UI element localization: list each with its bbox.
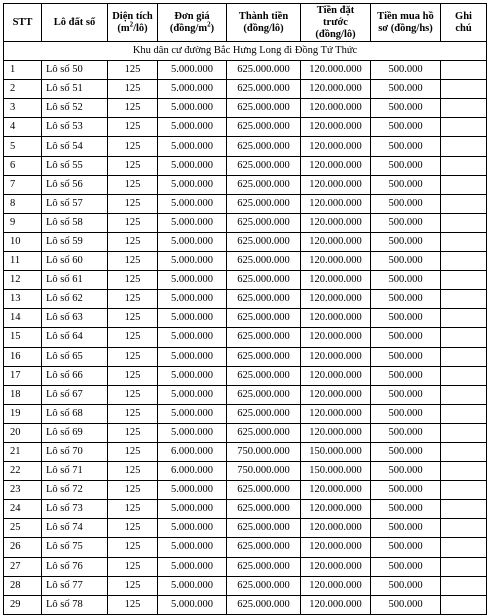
cell-stt: 17 bbox=[4, 366, 42, 385]
table-row bbox=[4, 423, 487, 442]
table-row bbox=[4, 595, 487, 614]
cell-unit-price: 5.000.000 bbox=[158, 309, 227, 328]
cell-unit-price: 5.000.000 bbox=[158, 576, 227, 595]
cell-stt: 25 bbox=[4, 519, 42, 538]
cell-note bbox=[441, 156, 487, 175]
cell-unit-price: 6.000.000 bbox=[158, 442, 227, 461]
cell-stt: 5 bbox=[4, 137, 42, 156]
cell-total: 625.000.000 bbox=[227, 576, 301, 595]
cell-note bbox=[441, 481, 487, 500]
cell-area: 125 bbox=[108, 118, 158, 137]
cell-deposit: 120.000.000 bbox=[301, 538, 371, 557]
cell-unit-price: 5.000.000 bbox=[158, 595, 227, 614]
cell-area: 125 bbox=[108, 61, 158, 80]
cell-area: 125 bbox=[108, 99, 158, 118]
cell-area: 125 bbox=[108, 423, 158, 442]
cell-note bbox=[441, 385, 487, 404]
cell-deposit: 150.000.000 bbox=[301, 462, 371, 481]
cell-deposit: 120.000.000 bbox=[301, 156, 371, 175]
cell-lot: Lô số 55 bbox=[42, 156, 108, 175]
cell-area: 125 bbox=[108, 538, 158, 557]
cell-deposit: 120.000.000 bbox=[301, 423, 371, 442]
cell-fee: 500.000 bbox=[371, 175, 441, 194]
header-lot: Lô đất số bbox=[42, 4, 108, 42]
cell-stt: 7 bbox=[4, 175, 42, 194]
cell-fee: 500.000 bbox=[371, 481, 441, 500]
cell-lot: Lô số 76 bbox=[42, 557, 108, 576]
cell-unit-price: 5.000.000 bbox=[158, 481, 227, 500]
cell-unit-price: 5.000.000 bbox=[158, 290, 227, 309]
header-deposit: Tiền đặt trước (đồng/lô) bbox=[301, 4, 371, 42]
cell-note bbox=[441, 118, 487, 137]
cell-unit-price: 5.000.000 bbox=[158, 194, 227, 213]
cell-fee: 500.000 bbox=[371, 442, 441, 461]
cell-lot: Lô số 77 bbox=[42, 576, 108, 595]
cell-deposit: 120.000.000 bbox=[301, 595, 371, 614]
cell-note bbox=[441, 80, 487, 99]
cell-unit-price: 5.000.000 bbox=[158, 80, 227, 99]
cell-area: 125 bbox=[108, 328, 158, 347]
cell-total: 625.000.000 bbox=[227, 481, 301, 500]
cell-unit-price: 5.000.000 bbox=[158, 61, 227, 80]
cell-area: 125 bbox=[108, 442, 158, 461]
cell-stt: 29 bbox=[4, 595, 42, 614]
cell-area: 125 bbox=[108, 252, 158, 271]
cell-fee: 500.000 bbox=[371, 423, 441, 442]
cell-lot: Lô số 60 bbox=[42, 252, 108, 271]
table-row bbox=[4, 519, 487, 538]
cell-area: 125 bbox=[108, 347, 158, 366]
cell-total: 625.000.000 bbox=[227, 118, 301, 137]
cell-unit-price: 5.000.000 bbox=[158, 99, 227, 118]
cell-note bbox=[441, 442, 487, 461]
cell-total: 625.000.000 bbox=[227, 500, 301, 519]
cell-deposit: 120.000.000 bbox=[301, 232, 371, 251]
table-row bbox=[4, 194, 487, 213]
cell-deposit: 120.000.000 bbox=[301, 290, 371, 309]
cell-total: 625.000.000 bbox=[227, 175, 301, 194]
cell-stt: 10 bbox=[4, 232, 42, 251]
cell-note bbox=[441, 500, 487, 519]
cell-stt: 15 bbox=[4, 328, 42, 347]
cell-area: 125 bbox=[108, 385, 158, 404]
cell-deposit: 120.000.000 bbox=[301, 576, 371, 595]
cell-fee: 500.000 bbox=[371, 404, 441, 423]
table-row bbox=[4, 462, 487, 481]
cell-area: 125 bbox=[108, 232, 158, 251]
cell-lot: Lô số 68 bbox=[42, 404, 108, 423]
cell-stt: 27 bbox=[4, 557, 42, 576]
cell-note bbox=[441, 137, 487, 156]
cell-lot: Lô số 50 bbox=[42, 61, 108, 80]
cell-unit-price: 5.000.000 bbox=[158, 137, 227, 156]
table-row bbox=[4, 500, 487, 519]
cell-unit-price: 5.000.000 bbox=[158, 328, 227, 347]
cell-note bbox=[441, 519, 487, 538]
table-header-row bbox=[4, 4, 487, 42]
cell-deposit: 120.000.000 bbox=[301, 118, 371, 137]
header-area: Diện tích $(m^2/lô)$ bbox=[108, 4, 158, 42]
cell-note bbox=[441, 232, 487, 251]
cell-total: 625.000.000 bbox=[227, 347, 301, 366]
cell-area: 125 bbox=[108, 80, 158, 99]
cell-lot: Lô số 66 bbox=[42, 366, 108, 385]
cell-deposit: 120.000.000 bbox=[301, 175, 371, 194]
cell-total: 625.000.000 bbox=[227, 194, 301, 213]
cell-unit-price: 5.000.000 bbox=[158, 156, 227, 175]
cell-unit-price: 5.000.000 bbox=[158, 423, 227, 442]
cell-fee: 500.000 bbox=[371, 347, 441, 366]
cell-note bbox=[441, 213, 487, 232]
cell-fee: 500.000 bbox=[371, 500, 441, 519]
cell-deposit: 120.000.000 bbox=[301, 481, 371, 500]
cell-note bbox=[441, 347, 487, 366]
cell-unit-price: 5.000.000 bbox=[158, 538, 227, 557]
cell-lot: Lô số 78 bbox=[42, 595, 108, 614]
cell-deposit: 120.000.000 bbox=[301, 213, 371, 232]
cell-unit-price: 5.000.000 bbox=[158, 118, 227, 137]
cell-stt: 22 bbox=[4, 462, 42, 481]
section-title: Khu dân cư đường Bắc Hưng Long đi Đồng Tứ Thức bbox=[4, 42, 487, 61]
cell-total: 625.000.000 bbox=[227, 519, 301, 538]
cell-total: 625.000.000 bbox=[227, 423, 301, 442]
table-row bbox=[4, 538, 487, 557]
cell-lot: Lô số 53 bbox=[42, 118, 108, 137]
table-row bbox=[4, 213, 487, 232]
cell-area: 125 bbox=[108, 194, 158, 213]
table-row bbox=[4, 366, 487, 385]
cell-note bbox=[441, 366, 487, 385]
cell-lot: Lô số 57 bbox=[42, 194, 108, 213]
cell-lot: Lô số 73 bbox=[42, 500, 108, 519]
cell-fee: 500.000 bbox=[371, 118, 441, 137]
cell-total: 625.000.000 bbox=[227, 404, 301, 423]
cell-note bbox=[441, 175, 487, 194]
cell-unit-price: 5.000.000 bbox=[158, 404, 227, 423]
cell-note bbox=[441, 271, 487, 290]
cell-deposit: 120.000.000 bbox=[301, 194, 371, 213]
table-row bbox=[4, 576, 487, 595]
cell-note bbox=[441, 252, 487, 271]
cell-lot: Lô số 54 bbox=[42, 137, 108, 156]
cell-total: 625.000.000 bbox=[227, 385, 301, 404]
cell-lot: Lô số 71 bbox=[42, 462, 108, 481]
cell-deposit: 120.000.000 bbox=[301, 61, 371, 80]
cell-note bbox=[441, 557, 487, 576]
cell-total: 625.000.000 bbox=[227, 538, 301, 557]
cell-note bbox=[441, 61, 487, 80]
cell-note bbox=[441, 423, 487, 442]
cell-total: 625.000.000 bbox=[227, 213, 301, 232]
section-row bbox=[4, 42, 487, 61]
cell-stt: 8 bbox=[4, 194, 42, 213]
cell-stt: 19 bbox=[4, 404, 42, 423]
table-row bbox=[4, 290, 487, 309]
cell-lot: Lô số 75 bbox=[42, 538, 108, 557]
cell-fee: 500.000 bbox=[371, 557, 441, 576]
cell-fee: 500.000 bbox=[371, 232, 441, 251]
table-row bbox=[4, 80, 487, 99]
cell-lot: Lô số 69 bbox=[42, 423, 108, 442]
cell-stt: 4 bbox=[4, 118, 42, 137]
table-row bbox=[4, 137, 487, 156]
cell-lot: Lô số 59 bbox=[42, 232, 108, 251]
cell-fee: 500.000 bbox=[371, 194, 441, 213]
cell-note bbox=[441, 309, 487, 328]
cell-stt: 6 bbox=[4, 156, 42, 175]
cell-area: 125 bbox=[108, 557, 158, 576]
cell-note bbox=[441, 576, 487, 595]
cell-total: 625.000.000 bbox=[227, 232, 301, 251]
cell-note bbox=[441, 462, 487, 481]
cell-total: 625.000.000 bbox=[227, 557, 301, 576]
cell-total: 750.000.000 bbox=[227, 442, 301, 461]
table-row bbox=[4, 442, 487, 461]
cell-total: 625.000.000 bbox=[227, 156, 301, 175]
cell-fee: 500.000 bbox=[371, 61, 441, 80]
cell-total: 625.000.000 bbox=[227, 99, 301, 118]
cell-unit-price: 5.000.000 bbox=[158, 500, 227, 519]
cell-deposit: 120.000.000 bbox=[301, 519, 371, 538]
cell-stt: 3 bbox=[4, 99, 42, 118]
cell-stt: 28 bbox=[4, 576, 42, 595]
table-row bbox=[4, 481, 487, 500]
cell-unit-price: 5.000.000 bbox=[158, 519, 227, 538]
cell-fee: 500.000 bbox=[371, 519, 441, 538]
cell-unit-price: 6.000.000 bbox=[158, 462, 227, 481]
document-page bbox=[3, 3, 486, 615]
header-fee: Tiền mua hồ sơ (đồng/hs) bbox=[371, 4, 441, 42]
cell-total: 625.000.000 bbox=[227, 271, 301, 290]
cell-unit-price: 5.000.000 bbox=[158, 252, 227, 271]
cell-unit-price: 5.000.000 bbox=[158, 213, 227, 232]
cell-fee: 500.000 bbox=[371, 213, 441, 232]
cell-stt: 26 bbox=[4, 538, 42, 557]
cell-deposit: 120.000.000 bbox=[301, 404, 371, 423]
cell-fee: 500.000 bbox=[371, 385, 441, 404]
cell-deposit: 150.000.000 bbox=[301, 442, 371, 461]
cell-area: 125 bbox=[108, 576, 158, 595]
cell-area: 125 bbox=[108, 462, 158, 481]
cell-fee: 500.000 bbox=[371, 366, 441, 385]
cell-deposit: 120.000.000 bbox=[301, 328, 371, 347]
cell-unit-price: 5.000.000 bbox=[158, 366, 227, 385]
cell-area: 125 bbox=[108, 404, 158, 423]
cell-stt: 18 bbox=[4, 385, 42, 404]
cell-lot: Lô số 63 bbox=[42, 309, 108, 328]
table-row bbox=[4, 156, 487, 175]
cell-total: 625.000.000 bbox=[227, 252, 301, 271]
table-row bbox=[4, 61, 487, 80]
cell-area: 125 bbox=[108, 519, 158, 538]
header-unit-price: Đơn giá $(đồng/m^2)$ bbox=[158, 4, 227, 42]
cell-total: 625.000.000 bbox=[227, 61, 301, 80]
cell-fee: 500.000 bbox=[371, 576, 441, 595]
cell-lot: Lô số 65 bbox=[42, 347, 108, 366]
cell-unit-price: 5.000.000 bbox=[158, 232, 227, 251]
cell-total: 625.000.000 bbox=[227, 366, 301, 385]
table-row bbox=[4, 271, 487, 290]
cell-area: 125 bbox=[108, 309, 158, 328]
cell-deposit: 120.000.000 bbox=[301, 80, 371, 99]
cell-unit-price: 5.000.000 bbox=[158, 385, 227, 404]
cell-unit-price: 5.000.000 bbox=[158, 271, 227, 290]
cell-lot: Lô số 72 bbox=[42, 481, 108, 500]
cell-stt: 2 bbox=[4, 80, 42, 99]
table-row bbox=[4, 252, 487, 271]
cell-area: 125 bbox=[108, 595, 158, 614]
table-row bbox=[4, 404, 487, 423]
cell-area: 125 bbox=[108, 481, 158, 500]
cell-lot: Lô số 58 bbox=[42, 213, 108, 232]
table-row bbox=[4, 328, 487, 347]
cell-stt: 20 bbox=[4, 423, 42, 442]
cell-stt: 24 bbox=[4, 500, 42, 519]
header-stt: STT bbox=[4, 4, 42, 42]
cell-note bbox=[441, 538, 487, 557]
cell-total: 625.000.000 bbox=[227, 595, 301, 614]
cell-stt: 16 bbox=[4, 347, 42, 366]
cell-area: 125 bbox=[108, 137, 158, 156]
cell-unit-price: 5.000.000 bbox=[158, 557, 227, 576]
cell-deposit: 120.000.000 bbox=[301, 385, 371, 404]
cell-fee: 500.000 bbox=[371, 137, 441, 156]
cell-deposit: 120.000.000 bbox=[301, 271, 371, 290]
cell-lot: Lô số 56 bbox=[42, 175, 108, 194]
cell-total: 625.000.000 bbox=[227, 328, 301, 347]
cell-stt: 9 bbox=[4, 213, 42, 232]
cell-deposit: 120.000.000 bbox=[301, 99, 371, 118]
cell-deposit: 120.000.000 bbox=[301, 252, 371, 271]
cell-fee: 500.000 bbox=[371, 271, 441, 290]
land-lot-table bbox=[3, 3, 487, 615]
cell-deposit: 120.000.000 bbox=[301, 309, 371, 328]
cell-area: 125 bbox=[108, 500, 158, 519]
table-row bbox=[4, 385, 487, 404]
cell-area: 125 bbox=[108, 290, 158, 309]
cell-total: 625.000.000 bbox=[227, 290, 301, 309]
cell-stt: 11 bbox=[4, 252, 42, 271]
cell-stt: 1 bbox=[4, 61, 42, 80]
cell-area: 125 bbox=[108, 175, 158, 194]
cell-stt: 23 bbox=[4, 481, 42, 500]
cell-stt: 21 bbox=[4, 442, 42, 461]
cell-deposit: 120.000.000 bbox=[301, 366, 371, 385]
cell-lot: Lô số 74 bbox=[42, 519, 108, 538]
cell-deposit: 120.000.000 bbox=[301, 137, 371, 156]
cell-stt: 13 bbox=[4, 290, 42, 309]
header-note: Ghi chú bbox=[441, 4, 487, 42]
cell-total: 750.000.000 bbox=[227, 462, 301, 481]
cell-note bbox=[441, 328, 487, 347]
cell-lot: Lô số 52 bbox=[42, 99, 108, 118]
cell-unit-price: 5.000.000 bbox=[158, 175, 227, 194]
cell-deposit: 120.000.000 bbox=[301, 500, 371, 519]
cell-note bbox=[441, 404, 487, 423]
cell-fee: 500.000 bbox=[371, 538, 441, 557]
cell-fee: 500.000 bbox=[371, 309, 441, 328]
cell-stt: 12 bbox=[4, 271, 42, 290]
cell-lot: Lô số 70 bbox=[42, 442, 108, 461]
table-row bbox=[4, 232, 487, 251]
cell-lot: Lô số 67 bbox=[42, 385, 108, 404]
cell-area: 125 bbox=[108, 213, 158, 232]
cell-unit-price: 5.000.000 bbox=[158, 347, 227, 366]
table-row bbox=[4, 175, 487, 194]
cell-area: 125 bbox=[108, 156, 158, 175]
table-row bbox=[4, 118, 487, 137]
cell-fee: 500.000 bbox=[371, 156, 441, 175]
cell-stt: 14 bbox=[4, 309, 42, 328]
cell-area: 125 bbox=[108, 271, 158, 290]
cell-lot: Lô số 64 bbox=[42, 328, 108, 347]
header-total: Thành tiền (đồng/lô) bbox=[227, 4, 301, 42]
table-row bbox=[4, 557, 487, 576]
cell-fee: 500.000 bbox=[371, 462, 441, 481]
table-row bbox=[4, 99, 487, 118]
cell-fee: 500.000 bbox=[371, 328, 441, 347]
cell-total: 625.000.000 bbox=[227, 80, 301, 99]
cell-area: 125 bbox=[108, 366, 158, 385]
cell-lot: Lô số 51 bbox=[42, 80, 108, 99]
cell-lot: Lô số 61 bbox=[42, 271, 108, 290]
cell-deposit: 120.000.000 bbox=[301, 557, 371, 576]
cell-total: 625.000.000 bbox=[227, 309, 301, 328]
cell-fee: 500.000 bbox=[371, 99, 441, 118]
cell-note bbox=[441, 99, 487, 118]
table-row bbox=[4, 309, 487, 328]
cell-fee: 500.000 bbox=[371, 80, 441, 99]
cell-note bbox=[441, 595, 487, 614]
cell-lot: Lô số 62 bbox=[42, 290, 108, 309]
cell-fee: 500.000 bbox=[371, 595, 441, 614]
cell-note bbox=[441, 290, 487, 309]
cell-deposit: 120.000.000 bbox=[301, 347, 371, 366]
table-row bbox=[4, 347, 487, 366]
cell-fee: 500.000 bbox=[371, 252, 441, 271]
cell-total: 625.000.000 bbox=[227, 137, 301, 156]
cell-fee: 500.000 bbox=[371, 290, 441, 309]
cell-note bbox=[441, 194, 487, 213]
